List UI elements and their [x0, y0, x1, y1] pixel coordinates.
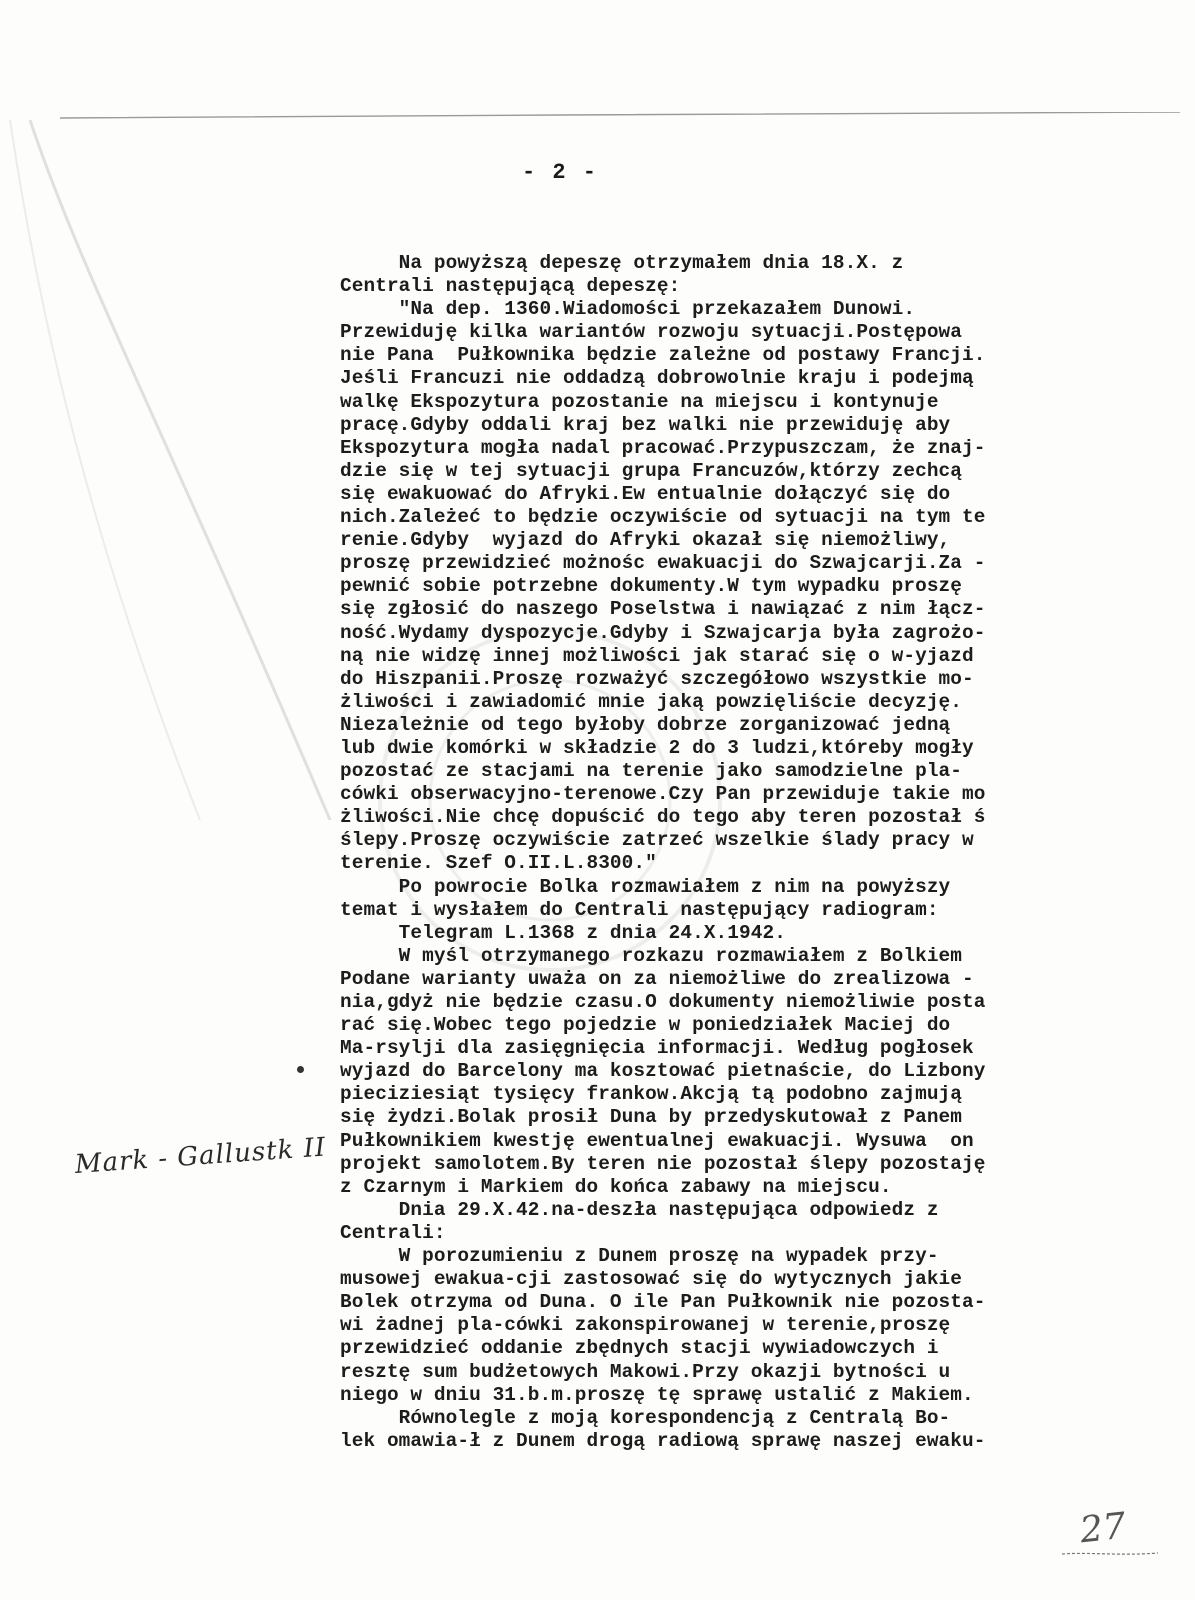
typed-line: temat i wysłałem do Centrali następujący radiogram:	[340, 898, 939, 921]
typed-line: żliwości i zawiadomić mnie jaką powzięliście decyzję.	[340, 690, 963, 713]
folio-underline	[1060, 1550, 1160, 1558]
typed-line: resztę sum budżetowych Makowi.Przy okazji bytności u	[340, 1360, 951, 1383]
typed-line: Bolek otrzyma od Duna. O ile Pan Pułkownik nie pozosta-	[340, 1291, 986, 1314]
page-number: - 2 -	[521, 160, 598, 185]
scan-smudge	[0, 120, 340, 820]
typed-line: terenie. Szef O.II.L.8300."	[340, 852, 657, 875]
typed-line: Dnia 29.X.42.na-deszła następująca odpowiedz z	[340, 1198, 939, 1221]
typed-line: lub dwie komórki w składzie 2 do 3 ludzi,któreby mogły	[340, 736, 974, 759]
handwritten-folio-number: 27	[1077, 1505, 1128, 1552]
typed-line: Po powrocie Bolka rozmawiałem z nim na powyższy	[340, 875, 951, 898]
typed-line: "Na dep. 1360.Wiadomości przekazałem Dunowi.	[340, 298, 916, 321]
typed-line: Podane warianty uważa on za niemożliwe do zrealizowa -	[340, 967, 974, 990]
ink-dot	[297, 1066, 304, 1073]
typed-line: musowej ewakua-cji zastosować się do wytycznych jakie	[340, 1268, 963, 1291]
typed-line: W porozumieniu z Dunem proszę na wypadek przy-	[340, 1245, 939, 1268]
typed-line: Jeśli Francuzi nie oddadzą dobrowolnie kraju i podejmą	[340, 367, 974, 390]
typed-line: Równolegle z moją korespondencją z Centralą Bo-	[340, 1406, 951, 1429]
typed-line: projekt samolotem.By teren nie pozostał ślepy pozostaję	[340, 1152, 986, 1175]
typed-line: wi żadnej pla-cówki zakonspirowanej w terenie,proszę	[340, 1314, 951, 1337]
typed-line: walkę Ekspozytura pozostanie na miejscu i kontynuje	[340, 390, 939, 413]
typed-line: pieciziesiąt tysięcy frankow.Akcją tą podobno zajmują	[340, 1083, 963, 1106]
typed-line: nich.Zależeć to będzie oczywiście od sytuacji na tym te	[340, 506, 986, 529]
typed-line: pewnić sobie potrzebne dokumenty.W tym wypadku proszę	[340, 575, 963, 598]
typed-line: lek omawia-ł z Dunem drogą radiową sprawę naszej ewaku-	[340, 1429, 986, 1452]
typed-line: się ewakuować do Afryki.Ew entualnie dołączyć się do	[340, 482, 951, 505]
typed-line: się żydzi.Bolak prosił Duna by przedyskutował z Panem	[340, 1106, 963, 1129]
typed-line: żliwości.Nie chcę dopuścić do tego aby teren pozostał ś	[340, 806, 986, 829]
typed-line: Na powyższą depeszę otrzymałem dnia 18.X. z	[340, 252, 904, 274]
typed-line: pozostać ze stacjami na terenie jako samodzielne pla-	[340, 760, 963, 783]
typed-line: Przewiduję kilka wariantów rozwoju sytuacji.Postępowa	[340, 321, 963, 344]
typed-line: dzie się w tej sytuacji grupa Francuzów,którzy zechcą	[340, 459, 963, 482]
typed-line: Telegram L.1368 z dnia 24.X.1942.	[340, 921, 786, 944]
typed-line: wyjazd do Barcelony ma kosztować pietnaście, do Lizbony	[340, 1060, 986, 1083]
typed-line: cówki obserwacyjno-terenowe.Czy Pan przewiduje takie mo	[340, 783, 986, 806]
typed-line: się zgłosić do naszego Poselstwa i nawiązać z nim łącz-	[340, 598, 986, 621]
typed-line: nie Pana Pułkownika będzie zależne od postawy Francji.	[340, 344, 986, 367]
typed-line: ślepy.Proszę oczywiście zatrzeć wszelkie ślady pracy w	[340, 829, 974, 852]
typed-line: Ma-rsylji dla zasięgnięcia informacji. Według pogłosek	[340, 1037, 974, 1060]
top-scan-rule	[60, 112, 1180, 120]
typed-line: ność.Wydamy dyspozycje.Gdyby i Szwajcarja była zagrożo-	[340, 621, 986, 644]
typed-line: Centrali:	[340, 1221, 446, 1244]
typed-line: Centrali następującą depeszę:	[340, 275, 681, 298]
typed-line: pracę.Gdyby oddali kraj bez walki nie przewiduję aby	[340, 413, 951, 436]
typed-line: Niezależnie od tego byłoby dobrze zorganizować jedną	[340, 713, 951, 736]
typed-line: z Czarnym i Markiem do końca zabawy na miejscu.	[340, 1175, 892, 1198]
typed-line: niego w dniu 31.b.m.proszę tę sprawę ustalić z Makiem.	[340, 1383, 974, 1406]
typed-line: proszę przewidzieć możnośc ewakuacji do Szwajcarji.Za -	[340, 552, 986, 575]
typed-line: Ekspozytura mogła nadal pracować.Przypuszczam, że znaj-	[340, 436, 986, 459]
typed-line: przewidzieć oddanie zbędnych stacji wywiadowczych i	[340, 1337, 939, 1360]
typed-line: rać się.Wobec tego pojedzie w poniedziałek Maciej do	[340, 1014, 951, 1037]
typed-line: do Hiszpanii.Proszę rozważyć szczegółowo wszystkie mo-	[340, 667, 974, 690]
typed-line: Pułkownikiem kwestję ewentualnej ewakuacji. Wysuwa on	[340, 1129, 974, 1152]
handwritten-margin-note: Mark - Gallustk II	[73, 1132, 328, 1180]
typewritten-body	[340, 252, 1140, 1453]
typed-line: renie.Gdyby wyjazd do Afryki okazał się niemożliwy,	[340, 529, 951, 552]
typed-line: nia,gdyż nie będzie czasu.O dokumenty niemożliwie posta	[340, 991, 986, 1013]
typed-line: ną nie widzę innej możliwości jak starać się o w-yjazd	[340, 644, 974, 667]
typed-line: W myśl otrzymanego rozkazu rozmawiałem z Bolkiem	[340, 944, 963, 967]
